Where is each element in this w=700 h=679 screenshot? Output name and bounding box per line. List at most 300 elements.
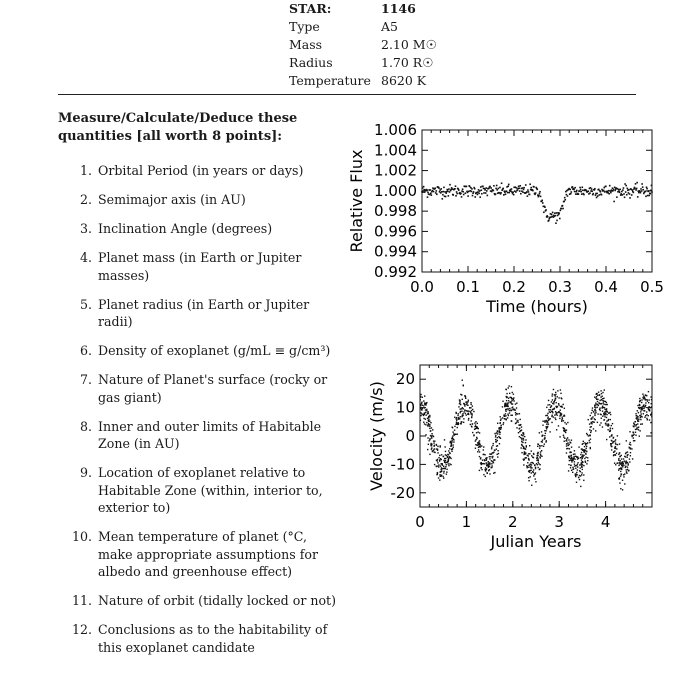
flux-point [422,191,424,193]
y-axis-label: Velocity (m/s) [367,381,386,491]
flux-point [636,188,638,190]
velocity-point [517,420,518,421]
y-tick-label: 1.002 [374,161,417,180]
velocity-point [509,412,510,413]
velocity-point [582,450,583,451]
velocity-point [530,466,531,467]
velocity-point [505,413,506,414]
velocity-point [445,454,446,455]
velocity-point [579,470,580,471]
velocity-point [574,459,575,460]
flux-point [493,190,495,192]
flux-point [493,185,495,187]
velocity-points [419,379,652,490]
velocity-point [590,447,591,448]
velocity-point [589,440,590,441]
velocity-point [520,437,521,438]
velocity-point [472,405,473,406]
velocity-point [520,447,521,448]
velocity-point [436,466,437,467]
velocity-point [486,472,487,473]
velocity-point [598,391,599,392]
velocity-point [577,464,578,465]
velocity-point [635,425,636,426]
velocity-point [605,404,606,405]
velocity-point [604,389,605,390]
velocity-point [599,400,600,401]
velocity-point [637,416,638,417]
velocity-point [544,437,545,438]
velocity-point [533,472,534,473]
velocity-point [466,414,467,415]
flux-point [538,195,540,197]
question-number: 11. [71,593,92,608]
flux-point [640,192,642,194]
velocity-point [521,438,522,439]
velocity-point [463,418,464,419]
velocity-point [471,410,472,411]
velocity-point [471,426,472,427]
velocity-point [602,411,603,412]
velocity-point [539,464,540,465]
velocity-point [641,413,642,414]
velocity-point [429,420,430,421]
velocity-point [651,412,652,413]
flux-point [477,194,479,196]
flux-point [479,190,481,192]
velocity-point [602,416,603,417]
velocity-point [554,417,555,418]
velocity-point [466,401,467,402]
velocity-point [609,430,610,431]
velocity-point [639,398,640,399]
velocity-point [437,472,438,473]
velocity-point [529,464,530,465]
velocity-point [610,444,611,445]
velocity-point [508,398,509,399]
velocity-point [607,404,608,405]
velocity-point [446,471,447,472]
velocity-point [446,473,447,474]
velocity-point [582,461,583,462]
velocity-point [621,462,622,463]
flux-point [605,186,607,188]
flux-point [483,192,485,194]
velocity-point [442,456,443,457]
velocity-point [486,465,487,466]
velocity-point [501,427,502,428]
velocity-point [602,407,603,408]
velocity-point [566,439,567,440]
velocity-point [625,463,626,464]
velocity-point [623,465,624,466]
flux-point [446,189,448,191]
x-axis-label: Time (hours) [486,297,588,316]
velocity-point [466,410,467,411]
velocity-point [519,436,520,437]
velocity-point [622,480,623,481]
velocity-point [582,458,583,459]
velocity-point [433,436,434,437]
velocity-point [437,448,438,449]
velocity-point [448,463,449,464]
velocity-point [500,416,501,417]
velocity-point [559,412,560,413]
velocity-point [651,403,652,404]
velocity-point [600,422,601,423]
flux-point [448,188,450,190]
velocity-point [423,422,424,423]
velocity-point [437,452,438,453]
velocity-point [524,459,525,460]
velocity-point [537,452,538,453]
velocity-point [470,412,471,413]
velocity-point [633,435,634,436]
velocity-point [591,418,592,419]
velocity-point [542,425,543,426]
velocity-point [497,423,498,424]
velocity-point [542,421,543,422]
velocity-point [641,406,642,407]
velocity-point [569,455,570,456]
velocity-point [539,468,540,469]
star-value: 2.10 M☉ [381,37,437,52]
velocity-point [481,467,482,468]
flux-point [528,191,530,193]
velocity-point [548,409,549,410]
velocity-point [599,395,600,396]
velocity-point [637,423,638,424]
velocity-point [556,429,557,430]
velocity-point [529,476,530,477]
velocity-point [609,436,610,437]
question-text: Orbital Period (in years or days) [98,163,304,178]
velocity-point [637,427,638,428]
flux-point [647,195,649,197]
velocity-point [522,446,523,447]
velocity-point [619,462,620,463]
velocity-point [454,426,455,427]
velocity-point [615,442,616,443]
velocity-point [551,422,552,423]
velocity-point [546,423,547,424]
velocity-point [564,441,565,442]
velocity-point [531,472,532,473]
velocity-point [479,432,480,433]
flux-point [471,191,473,193]
velocity-point [586,463,587,464]
velocity-point [421,409,422,410]
velocity-point [588,419,589,420]
velocity-point [497,456,498,457]
velocity-point [581,459,582,460]
flux-point [563,201,565,203]
velocity-point [462,413,463,414]
velocity-point [447,461,448,462]
velocity-point [639,401,640,402]
velocity-point [616,463,617,464]
velocity-point [624,473,625,474]
velocity-point [538,444,539,445]
velocity-point [470,407,471,408]
velocity-point [612,442,613,443]
velocity-point [561,406,562,407]
flux-point [562,205,564,207]
x-tick-label: 4 [600,513,611,531]
flux-point [434,187,436,189]
velocity-point [448,450,449,451]
velocity-point [611,425,612,426]
velocity-point [583,441,584,442]
velocity-point [524,453,525,454]
velocity-point [613,451,614,452]
star-value: 8620 K [381,73,427,88]
velocity-point [440,458,441,459]
velocity-point [542,435,543,436]
velocity-point [509,401,510,402]
velocity-point [471,413,472,414]
flux-point [456,193,458,195]
flux-point [556,212,558,214]
velocity-point [583,480,584,481]
flux-point [646,186,648,188]
velocity-point [615,446,616,447]
velocity-point [644,417,645,418]
velocity-point [483,446,484,447]
flux-point [592,193,594,195]
velocity-point [570,460,571,461]
flux-point [625,191,627,193]
velocity-point [448,458,449,459]
velocity-point [519,413,520,414]
velocity-point [559,415,560,416]
velocity-point [437,446,438,447]
flux-point [526,191,528,193]
velocity-point [520,430,521,431]
flux-point [485,192,487,194]
velocity-point [446,464,447,465]
velocity-point [494,449,495,450]
star-value: 1.70 R☉ [381,55,434,70]
velocity-point [594,396,595,397]
velocity-point [589,423,590,424]
flux-point [539,191,541,193]
velocity-point [488,470,489,471]
velocity-point [545,433,546,434]
velocity-point [575,465,576,466]
velocity-point [508,406,509,407]
flux-point [501,182,503,184]
velocity-point [524,448,525,449]
velocity-point [567,448,568,449]
flux-point [623,193,625,195]
y-tick-label: 0.996 [374,222,417,241]
velocity-point [558,404,559,405]
velocity-point [594,413,595,414]
velocity-point [635,435,636,436]
velocity-point [439,479,440,480]
velocity-point [424,395,425,396]
flux-point [523,189,525,191]
flux-point [583,194,585,196]
flux-point [551,214,553,216]
flux-point [518,187,520,189]
velocity-point [545,415,546,416]
flux-point [650,193,652,195]
flux-point [430,192,432,194]
velocity-point [454,417,455,418]
velocity-point [610,414,611,415]
velocity-point [553,403,554,404]
velocity-point [555,411,556,412]
velocity-point [645,405,646,406]
velocity-point [587,457,588,458]
velocity-point [575,468,576,469]
flux-point [543,211,545,213]
velocity-point [513,399,514,400]
velocity-point [645,415,646,416]
velocity-point [459,402,460,403]
velocity-point [521,434,522,435]
velocity-point [451,443,452,444]
velocity-point [581,452,582,453]
flux-point [635,183,637,185]
question-text: Conclusions as to the habitability of this exoplanet candidate [98,622,328,655]
velocity-point [420,415,421,416]
velocity-point [606,439,607,440]
velocity-point [627,451,628,452]
velocity-point [506,418,507,419]
flux-point [478,193,480,195]
velocity-point [551,415,552,416]
velocity-point [432,429,433,430]
velocity-point [485,467,486,468]
velocity-point [627,457,628,458]
flux-point [645,191,647,193]
velocity-point [637,418,638,419]
velocity-point [533,469,534,470]
flux-point [474,196,476,198]
velocity-point [449,457,450,458]
velocity-point [504,403,505,404]
velocity-point [451,451,452,452]
velocity-point [431,437,432,438]
velocity-point [580,475,581,476]
velocity-point [563,415,564,416]
flux-point [631,194,633,196]
velocity-point [578,457,579,458]
velocity-point [527,462,528,463]
velocity-point [582,443,583,444]
velocity-point [470,402,471,403]
flux-point [554,212,556,214]
velocity-point [561,420,562,421]
flux-point [431,194,433,196]
velocity-point [645,394,646,395]
velocity-point [638,429,639,430]
flux-point [556,220,558,222]
velocity-point [480,457,481,458]
velocity-point [629,447,630,448]
velocity-point [602,396,603,397]
velocity-point [580,486,581,487]
velocity-point [551,405,552,406]
velocity-point [493,462,494,463]
velocity-point [478,449,479,450]
velocity-point [591,412,592,413]
velocity-point [575,473,576,474]
flux-point [506,190,508,192]
velocity-point [442,476,443,477]
velocity-point [564,428,565,429]
velocity-point [587,434,588,435]
velocity-point [463,384,464,385]
velocity-point [620,467,621,468]
velocity-point [507,396,508,397]
velocity-point [604,419,605,420]
velocity-point [485,463,486,464]
velocity-point [586,446,587,447]
flux-point [625,185,627,187]
velocity-point [578,477,579,478]
velocity-point [452,437,453,438]
question-number: 4. [79,250,92,265]
flux-point [597,195,599,197]
velocity-point [565,440,566,441]
x-tick-label: 0.2 [502,278,526,296]
velocity-point [438,466,439,467]
flux-point [498,188,500,190]
velocity-point [439,455,440,456]
flux-point [505,193,507,195]
velocity-point [577,462,578,463]
velocity-point [564,438,565,439]
flux-point [575,193,577,195]
velocity-point [636,427,637,428]
velocity-point [438,464,439,465]
velocity-point [531,455,532,456]
flux-point [603,190,605,192]
velocity-point [598,402,599,403]
velocity-point [630,447,631,448]
velocity-point [541,445,542,446]
velocity-point [644,396,645,397]
velocity-point [485,476,486,477]
x-tick-label: 1 [461,513,472,531]
velocity-point [567,442,568,443]
velocity-point [568,457,569,458]
question-text: Location of exoplanet relative to Habitable Zone (within, interior to, exterior to) [98,465,323,515]
velocity-point [539,456,540,457]
velocity-point [479,456,480,457]
velocity-point [438,477,439,478]
velocity-point [545,421,546,422]
velocity-point [477,445,478,446]
velocity-point [621,474,622,475]
y-tick-label: 0.994 [374,242,417,261]
flux-point [581,193,583,195]
flux-point [539,193,541,195]
velocity-point [597,413,598,414]
flux-point [574,191,576,193]
velocity-point [633,440,634,441]
velocity-point [542,439,543,440]
velocity-point [555,392,556,393]
flux-point [516,187,518,189]
velocity-point [573,457,574,458]
velocity-point [508,385,509,386]
velocity-point [618,459,619,460]
